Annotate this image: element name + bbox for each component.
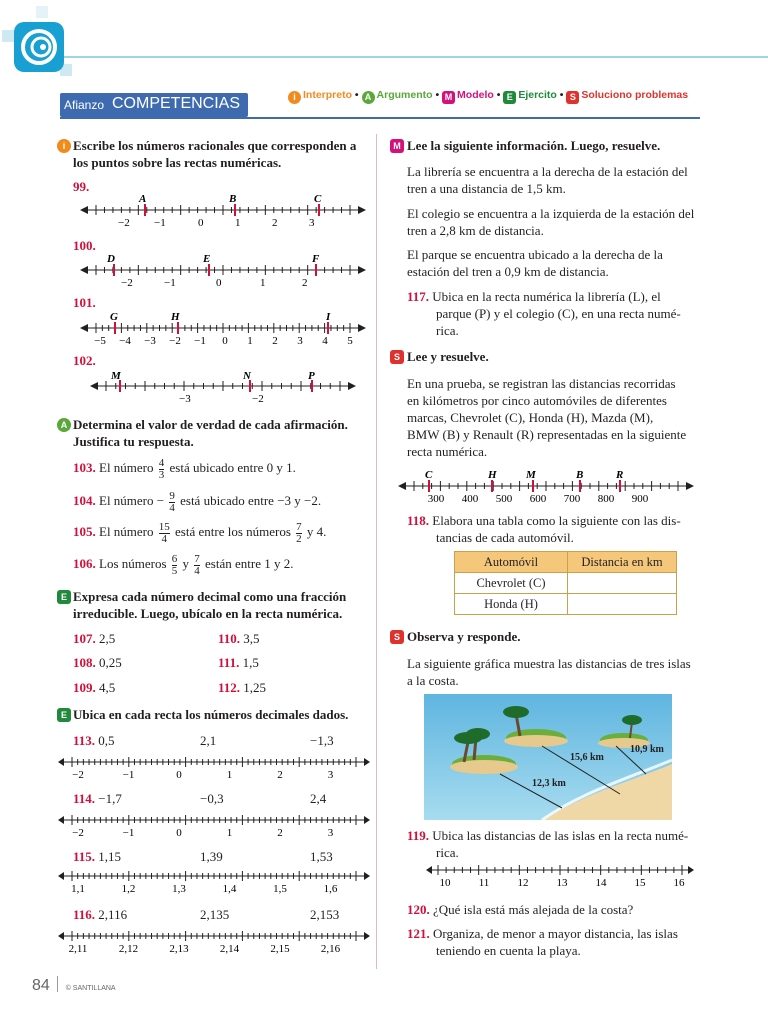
exercise-number: 99. (73, 179, 90, 194)
info-icon: i (57, 139, 71, 153)
tick-label: 2 (277, 769, 283, 781)
tick-label: 1,5 (273, 883, 287, 895)
tick-label: −1 (194, 335, 206, 347)
section-title: Expresa cada número decimal como una fracción (73, 589, 347, 604)
point-label: C (425, 469, 433, 481)
value-label: 2,1 (200, 733, 217, 748)
tick-label: 12 (517, 877, 529, 889)
tick-label: 10 (439, 877, 451, 889)
tick-label: 1 (226, 769, 233, 781)
point-label: D (107, 253, 115, 265)
paragraph: rica. (436, 845, 459, 860)
value-label: 2,153 (310, 907, 340, 922)
decimal-item: 108. 0,25 (73, 655, 122, 670)
tick-label: 1,4 (222, 883, 237, 895)
value-label: −1,3 (310, 733, 334, 748)
paragraph: En una prueba, se registran las distancias recorridas (407, 376, 676, 391)
modelo-badge: M Modelo (442, 89, 494, 101)
cars-numberline (396, 464, 696, 506)
table-cell: Chevrolet (C) (455, 573, 568, 594)
decor-square (36, 6, 48, 18)
point-label: N (243, 370, 251, 382)
argument-icon: A (362, 91, 375, 104)
tick-label: 0 (176, 769, 182, 781)
tick-label: 2,16 (320, 943, 341, 955)
tick-label: 600 (529, 493, 547, 505)
decor-square (2, 30, 14, 42)
exercise-number: 100. (73, 238, 96, 253)
tick-label: −5 (94, 335, 106, 347)
tick-label: 2,14 (219, 943, 240, 955)
paragraph: tren a una distancia de 1,5 km. (407, 181, 566, 196)
tick-label: 13 (556, 877, 568, 889)
distance-label: 10,9 km (630, 744, 664, 755)
tick-label: 0 (222, 335, 228, 347)
header-rule (60, 56, 768, 58)
section-title: Lee y resuelve. (407, 349, 489, 364)
numberline-114 (58, 810, 370, 840)
value-label: −0,3 (200, 791, 224, 806)
tick-label: 3 (297, 335, 303, 347)
tick-label: 400 (461, 493, 479, 505)
tick-label: 2 (272, 217, 278, 229)
tick-label: 3 (327, 769, 334, 781)
section-title: Lee la siguiente información. Luego, resuelve. (407, 138, 661, 153)
tick-label: 300 (427, 493, 445, 505)
page-number: 84 (32, 977, 50, 994)
tick-label: 500 (495, 493, 513, 505)
paragraph: BMW (B) y Renault (R) representadas en la siguiente (407, 427, 687, 442)
tick-label: 11 (478, 877, 490, 889)
tick-label: 4 (322, 335, 328, 347)
tick-label: 2,15 (270, 943, 290, 955)
tick-label: −2 (72, 769, 84, 781)
tick-label: 900 (631, 493, 649, 505)
tick-label: 2,13 (169, 943, 189, 955)
section-title: Determina el valor de verdad de cada afirmación. (73, 417, 348, 432)
tick-label: 700 (563, 493, 581, 505)
paragraph: parque (P) y el colegio (C), en una recta numé- (436, 306, 681, 321)
tick-label: 1 (235, 217, 241, 229)
islands-illustration (424, 694, 672, 820)
numberline-100 (60, 248, 370, 292)
section-title: Justifica tu respuesta. (73, 434, 194, 449)
exercise-120: 120. ¿Qué isla está más alejada de la costa? (407, 902, 634, 917)
decimal-item: 107. 2,5 (73, 631, 116, 646)
competency-legend: i Interpreto • A Argumento • M Modelo • E Ejercito • S Soluciono problemas (288, 89, 688, 104)
paragraph: La librería se encuentra a la derecha de la estación del (407, 164, 688, 179)
tick-label: 1,2 (121, 883, 136, 895)
tick-label: 16 (673, 877, 685, 889)
swirl-icon (14, 22, 64, 72)
column-divider (376, 134, 377, 969)
point-label: R (616, 469, 624, 481)
table-cell (568, 594, 677, 615)
tick-label: −2 (121, 277, 133, 289)
exercise-number: 102. (73, 353, 96, 368)
point-label: P (308, 370, 315, 382)
decimal-item: 111. 1,5 (218, 655, 259, 670)
tick-label: 5 (347, 335, 353, 347)
tick-label: 2 (272, 335, 278, 347)
exercise-117: 117. Ubica en la recta numérica la librería (L), el (407, 289, 661, 304)
paragraph: La siguiente gráfica muestra las distancias de tres islas (407, 656, 691, 671)
statement-105: 105. El número $\frac{15}{4}$ está entre los números $\frac{7}{2}$ y 4. (73, 520, 327, 545)
table-header: Distancia en km (568, 552, 677, 573)
section-title: los puntos sobre las rectas numéricas. (73, 155, 282, 170)
paragraph: El colegio se encuentra a la izquierda de la estación del (407, 206, 695, 221)
point-label: E (203, 253, 211, 265)
paragraph: recta numérica. (407, 444, 488, 459)
point-label: M (111, 370, 121, 382)
decimal-item: 109. 4,5 (73, 680, 116, 695)
tick-label: 2,11 (68, 943, 88, 955)
exercise-116: 116. 2,116 (73, 907, 128, 922)
book-logo (14, 22, 64, 72)
argumento-badge: A Argumento (362, 89, 433, 101)
tick-label: −2 (118, 217, 130, 229)
point-label: H (171, 311, 180, 323)
distance-label: 15,6 km (570, 752, 604, 763)
exercise-icon: E (57, 708, 71, 722)
numberline-115 (58, 866, 370, 896)
section-title: Observa y responde. (407, 629, 521, 644)
solve-icon: S (390, 350, 404, 364)
numberline-102 (60, 364, 370, 408)
point-label: A (139, 193, 147, 205)
tick-label: −3 (144, 335, 156, 347)
decimal-item: 110. 3,5 (218, 631, 260, 646)
paragraph: marcas, Chevrolet (C), Honda (H), Mazda (M), (407, 410, 654, 425)
tick-label: 800 (597, 493, 615, 505)
tick-label: 1 (226, 827, 233, 839)
tick-label: 15 (634, 877, 646, 889)
publisher: © SANTILLANA (65, 985, 116, 992)
tick-label: 2,12 (118, 943, 139, 955)
point-label: I (326, 311, 331, 323)
tick-label: −1 (154, 217, 166, 229)
islands-numberline (424, 860, 696, 890)
page-footer (32, 976, 116, 995)
tick-label: −2 (169, 335, 181, 347)
numberline-99 (60, 188, 370, 232)
interpreto-badge: i Interpreto (288, 89, 352, 101)
section-title: irreducible. Luego, ubícalo en la recta numérica. (73, 606, 343, 621)
point-label: F (312, 253, 320, 265)
paragraph: tancias de cada automóvil. (436, 530, 574, 545)
tick-label: 3 (309, 217, 315, 229)
value-label: 1,53 (310, 849, 333, 864)
paragraph: tren a 2,8 km de distancia. (407, 223, 544, 238)
solve-icon: S (566, 91, 579, 104)
paragraph: a la costa. (407, 673, 459, 688)
tick-label: 1,6 (323, 883, 338, 895)
statement-104: 104. El número − $\frac{9}{4}$ está ubicado entre −3 y −2. (73, 489, 322, 514)
paragraph: teniendo en cuenta la playa. (436, 943, 581, 958)
tick-label: 1 (260, 277, 266, 289)
paragraph: El parque se encuentra ubicado a la derecha de la (407, 247, 663, 262)
exercise-114: 114. −1,7 (73, 791, 122, 806)
tick-label: −2 (72, 827, 84, 839)
exercise-number: 101. (73, 295, 96, 310)
tick-label: −2 (252, 393, 264, 405)
paragraph: rica. (436, 323, 459, 338)
model-icon: M (442, 91, 455, 104)
value-label: 2,135 (200, 907, 230, 922)
section-title: Escribe los números racionales que corresponden a (73, 138, 357, 153)
numberline-113 (58, 752, 370, 782)
tick-label: 2 (277, 827, 283, 839)
point-label: G (110, 311, 118, 323)
exercise-113: 113. 0,5 (73, 733, 115, 748)
paragraph: en kilómetros por cinco automóviles de diferentes (407, 393, 667, 408)
competencias-banner: Afianzo COMPETENCIAS (60, 93, 248, 117)
table-header: Automóvil (455, 552, 568, 573)
numberline-116 (58, 926, 370, 956)
tick-label: −1 (122, 769, 135, 781)
point-label: B (229, 193, 237, 205)
value-label: 1,39 (200, 849, 223, 864)
cars-table (454, 551, 677, 615)
tick-label: −1 (164, 277, 176, 289)
exercise-icon: E (503, 91, 516, 104)
banner-rule (60, 117, 700, 119)
exercise-115: 115. 1,15 (73, 849, 122, 864)
tick-label: 1 (247, 335, 253, 347)
tick-label: −3 (179, 393, 191, 405)
tick-label: 0 (176, 827, 182, 839)
ejercito-badge: E Ejercito (503, 89, 557, 101)
section-title: Ubica en cada recta los números decimales dados. (73, 707, 349, 722)
exercise-119: 119. Ubica las distancias de las islas en la recta numé- (407, 828, 689, 843)
model-icon: M (390, 139, 404, 153)
statement-106: 106. Los números $\frac{6}{5}$ y $\frac{7}{4}$ están entre 1 y 2. (73, 552, 294, 577)
tick-label: 2 (302, 277, 308, 289)
tick-label: 14 (595, 877, 607, 889)
distance-label: 12,3 km (532, 778, 566, 789)
value-label: 2,4 (310, 791, 327, 806)
paragraph: estación del tren a 0,9 km de distancia. (407, 264, 609, 279)
numberline-101 (60, 306, 370, 350)
tick-label: −1 (122, 827, 135, 839)
solve-icon: S (390, 630, 404, 644)
exercise-icon: E (57, 590, 71, 604)
decimal-item: 112. 1,25 (218, 680, 267, 695)
point-label: M (526, 469, 536, 481)
soluciono-badge: S Soluciono problemas (566, 89, 688, 101)
tick-label: 3 (327, 827, 334, 839)
point-label: B (576, 469, 584, 481)
table-cell: Honda (H) (455, 594, 568, 615)
exercise-118: 118. Elabora una tabla como la siguiente con las dis- (407, 513, 681, 528)
point-label: C (314, 193, 322, 205)
argument-icon: A (57, 418, 71, 432)
tick-label: 0 (198, 217, 204, 229)
tick-label: −4 (119, 335, 131, 347)
tick-label: 1,3 (172, 883, 186, 895)
point-label: H (488, 469, 497, 481)
info-icon: i (288, 91, 301, 104)
tick-label: 1,1 (71, 883, 85, 895)
exercise-121: 121. Organiza, de menor a mayor distancia, las islas (407, 926, 678, 941)
table-cell (568, 573, 677, 594)
statement-103: 103. El número $\frac{4}{3}$ está ubicado entre 0 y 1. (73, 456, 296, 481)
tick-label: 0 (216, 277, 222, 289)
